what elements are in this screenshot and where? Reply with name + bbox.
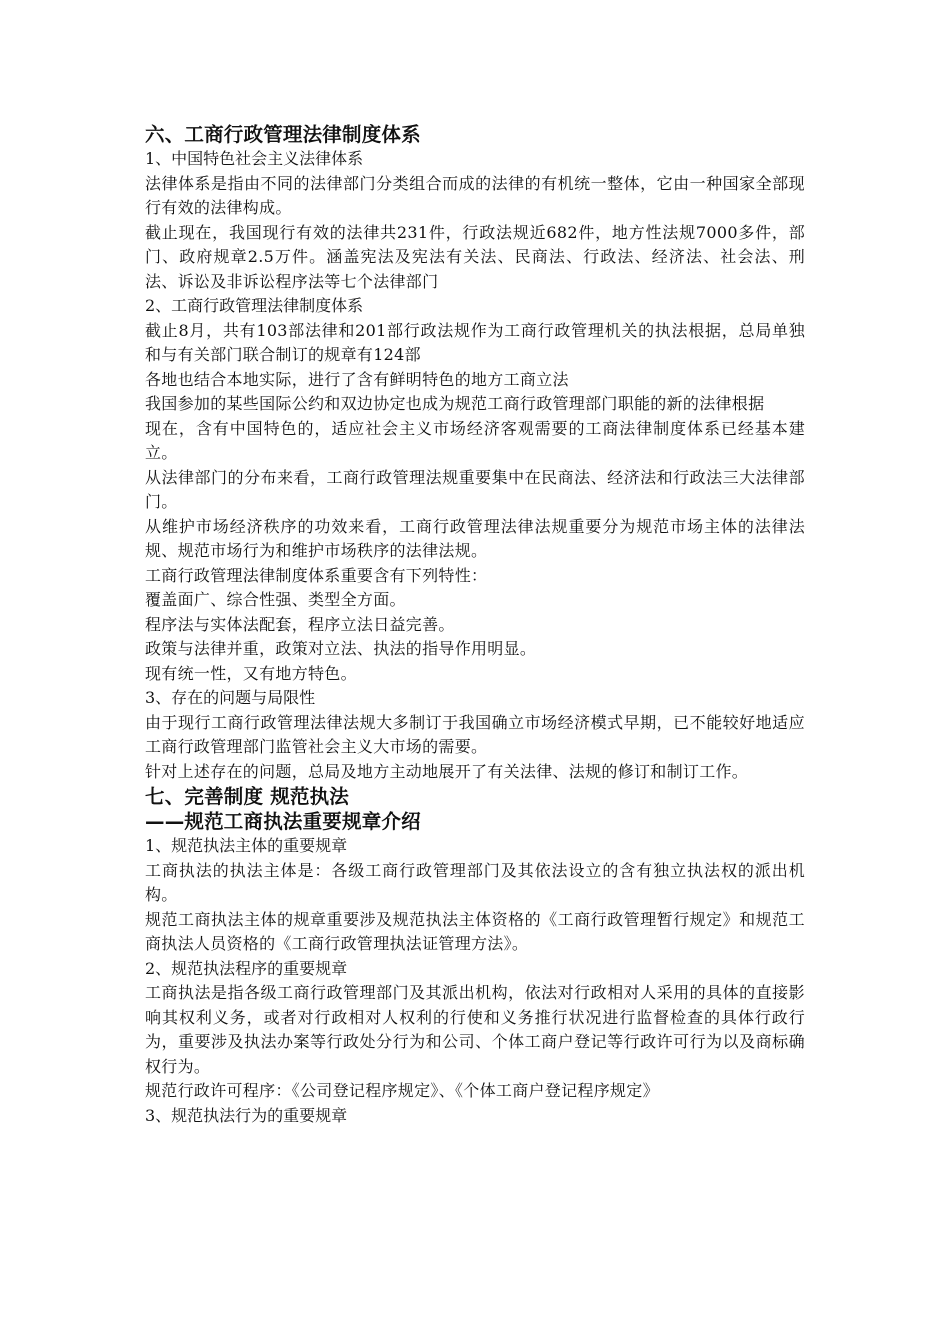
- paragraph: 现有统一性，又有地方特色。: [145, 663, 357, 683]
- subsection-7-3-title: 3、规范执法行为的重要规章: [145, 1105, 348, 1125]
- paragraph: 程序法与实体法配套，程序立法日益完善。: [145, 614, 455, 634]
- subsection-6-1-title: 1、中国特色社会主义法律体系: [145, 149, 364, 168]
- section-7-title: 七、完善制度 规范执法: [145, 785, 349, 808]
- paragraph: 针对上述存在的问题，总局及地方主动地展开了有关法律、法规的修订和制订工作。: [145, 761, 749, 781]
- document-page: [145, 122, 805, 1128]
- paragraph: 规范行政许可程序：《公司登记程序规定》、《个体工商户登记程序规定》: [145, 1081, 659, 1100]
- paragraph: 由于现行工商行政管理法律法规大多制订于我国确立市场经济模式早期，已不能较好地适应工商行政管理部门监管社会主义大市场的需要。: [145, 712, 805, 756]
- paragraph: 政策与法律并重，政策对立法、执法的指导作用明显。: [145, 639, 537, 658]
- paragraph: 法律体系是指由不同的法律部门分类组合而成的法律的有机统一整体，它由一种国家全部现行有效的法律构成。: [145, 173, 805, 217]
- paragraph: 规范工商执法主体的规章重要涉及规范执法主体资格的《工商行政管理暂行规定》和规范工商执法人员资格的《工商行政管理执法证管理方法》。: [145, 909, 805, 953]
- subsection-6-3-title: 3、存在的问题与局限性: [145, 688, 316, 707]
- section-6-title: 六、工商行政管理法律制度体系: [145, 123, 421, 146]
- paragraph: 覆盖面广、综合性强、类型全方面。: [145, 590, 406, 609]
- paragraph: 我国参加的某些国际公约和双边协定也成为规范工商行政管理部门职能的新的法律根据: [145, 394, 765, 413]
- paragraph: 工商行政管理法律制度体系重要含有下列特性：: [145, 565, 488, 585]
- section-7-subtitle: ——规范工商执法重要规章介绍: [145, 810, 421, 833]
- subsection-7-1-title: 1、规范执法主体的重要规章: [145, 836, 348, 855]
- subsection-7-2-title: 2、规范执法程序的重要规章: [145, 958, 348, 978]
- paragraph: 截止现在，我国现行有效的法律共231件，行政法规近682件，地方性法规7000多件，部门、政府规章2.5万件。涵盖宪法及宪法有关法、民商法、行政法、经济法、社会法、刑法、诉讼及非诉讼程序法等七个法律部门: [145, 222, 805, 291]
- paragraph: 工商执法的执法主体是：各级工商行政管理部门及其依法设立的含有独立执法权的派出机构。: [145, 860, 805, 904]
- paragraph: 工商执法是指各级工商行政管理部门及其派出机构，依法对行政相对人采用的具体的直接影响其权利义务，或者对行政相对人权利的行使和义务推行状况进行监督检查的具体行政行为，重要涉及执法办案等行政处分行为和公司、个体工商户登记等行政许可行为以及商标确权行为。: [145, 983, 805, 1076]
- paragraph: 从法律部门的分布来看，工商行政管理法规重要集中在民商法、经济法和行政法三大法律部门。: [145, 467, 805, 511]
- paragraph: 从维护市场经济秩序的功效来看，工商行政管理法律法规重要分为规范市场主体的法律法规、规范市场行为和维护市场秩序的法律法规。: [145, 516, 805, 560]
- subsection-6-2-title: 2、工商行政管理法律制度体系: [145, 296, 364, 315]
- paragraph: 截止8月，共有103部法律和201部行政法规作为工商行政管理机关的执法根据，总局单独和与有关部门联合制订的规章有124部: [145, 320, 805, 364]
- paragraph: 现在，含有中国特色的，适应社会主义市场经济客观需要的工商法律制度体系已经基本建立。: [145, 418, 805, 462]
- paragraph: 各地也结合本地实际，进行了含有鲜明特色的地方工商立法: [145, 369, 569, 389]
